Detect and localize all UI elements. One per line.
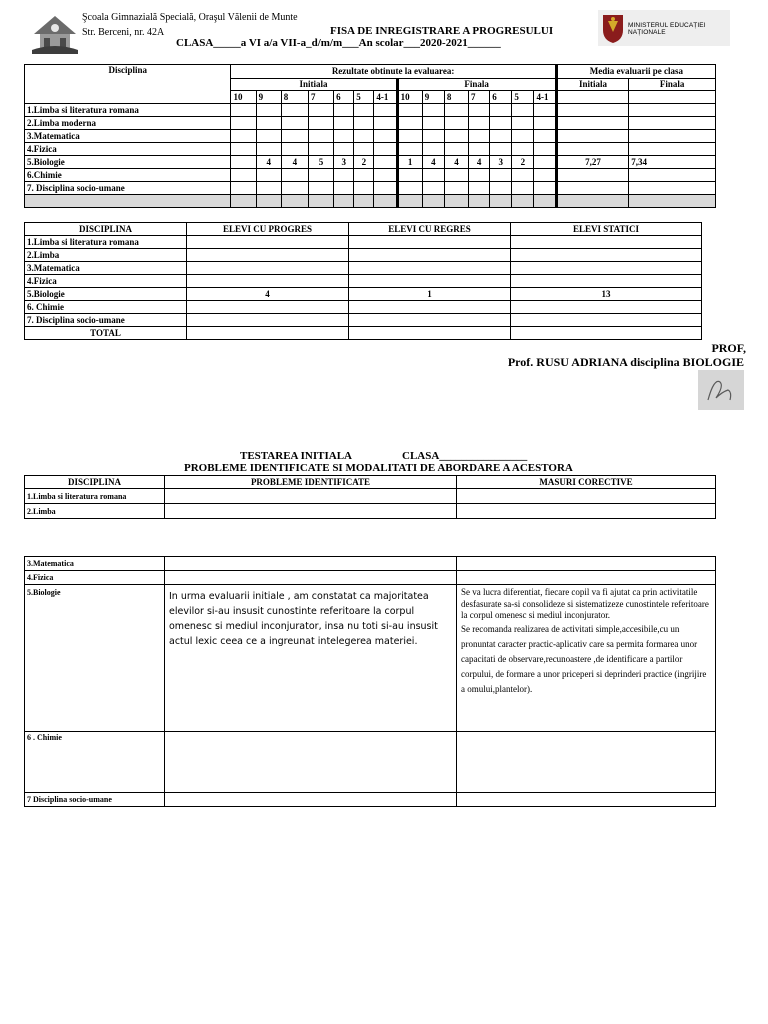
- table-cell: [165, 504, 457, 519]
- table-cell: [165, 793, 457, 807]
- static-cell: [511, 275, 702, 288]
- table-cell: [308, 195, 333, 208]
- final-count-cell: [512, 143, 534, 156]
- final-count-cell: [534, 156, 556, 169]
- static-cell: 13: [511, 288, 702, 301]
- problems-table-top: [24, 475, 716, 519]
- row-label: 6. Chimie: [25, 301, 187, 314]
- final-count-cell: [512, 182, 534, 195]
- header-static: ELEVI STATICI: [511, 223, 702, 236]
- table-cell: [457, 732, 716, 793]
- row-label: 3.Matematica: [25, 262, 187, 275]
- problems-cell: [165, 585, 457, 732]
- initial-count-cell: [334, 169, 354, 182]
- avg-final-cell: [629, 143, 716, 156]
- final-count-cell: 4: [469, 156, 490, 169]
- school-address: Str. Berceni, nr. 42A: [82, 27, 165, 38]
- initial-count-cell: [334, 143, 354, 156]
- grade-header: 7: [469, 91, 490, 104]
- final-count-cell: [397, 117, 422, 130]
- avg-final-cell: [629, 104, 716, 117]
- final-count-cell: [512, 169, 534, 182]
- initial-count-cell: [281, 117, 308, 130]
- final-count-cell: [422, 182, 444, 195]
- final-count-cell: [534, 104, 556, 117]
- avg-initial-cell: [556, 130, 629, 143]
- avg-cell: [629, 91, 716, 104]
- table-cell: [281, 195, 308, 208]
- final-count-cell: [512, 117, 534, 130]
- header-discipline: DISCIPLINA: [25, 223, 187, 236]
- final-count-cell: [512, 130, 534, 143]
- initial-count-cell: [334, 182, 354, 195]
- grade-header: 4-1: [534, 91, 556, 104]
- ministry-name: MINISTERUL EDUCAȚIEI NAȚIONALE: [628, 22, 706, 36]
- progress-cell: [187, 236, 349, 249]
- header-measures: MASURI CORECTIVE: [457, 476, 716, 489]
- initial-count-cell: [231, 143, 256, 156]
- initial-count-cell: [354, 104, 374, 117]
- initial-count-cell: [281, 169, 308, 182]
- avg-initial-cell: 7,27: [556, 156, 629, 169]
- progress-body: [25, 236, 702, 327]
- initial-count-cell: [231, 104, 256, 117]
- initial-count-cell: [256, 117, 281, 130]
- problems-table-bottom: [24, 556, 716, 807]
- row-label: 2.Limba: [25, 504, 165, 519]
- final-count-cell: [469, 104, 490, 117]
- table-cell: [457, 557, 716, 571]
- row-label: 3.Matematica: [25, 557, 165, 571]
- initial-count-cell: [281, 104, 308, 117]
- initial-count-cell: [281, 130, 308, 143]
- row-label: 7. Disciplina socio-umane: [25, 314, 187, 327]
- table-row: [25, 117, 716, 130]
- final-count-cell: [397, 169, 422, 182]
- initial-count-cell: [308, 143, 333, 156]
- biology-problems-text: In urma evaluarii initiale , am constatat ca majoritatea elevilor si-au insusit cunostinte referitoare la corpul omenesc si mediul inconjurator, insa nu toti si-au insusit actul lexic ceea ce a ingreunat intelegerea materiei.: [169, 591, 438, 647]
- initial-count-cell: [374, 130, 397, 143]
- table-cell: [490, 195, 512, 208]
- regress-cell: [349, 262, 511, 275]
- table-row: [25, 182, 716, 195]
- initial-count-cell: [308, 169, 333, 182]
- final-count-cell: [490, 143, 512, 156]
- grade-header: 9: [422, 91, 444, 104]
- final-count-cell: [422, 117, 444, 130]
- initial-count-cell: [281, 182, 308, 195]
- table-row: [25, 143, 716, 156]
- results-table: [24, 64, 716, 208]
- initial-count-cell: [231, 169, 256, 182]
- prof-name: Prof. RUSU ADRIANA disciplina BIOLOGIE: [507, 355, 744, 369]
- initial-count-cell: [354, 117, 374, 130]
- initial-count-cell: [256, 143, 281, 156]
- table-cell: [511, 327, 702, 340]
- table-cell: [334, 195, 354, 208]
- results-body: [25, 104, 716, 208]
- table-cell: [469, 195, 490, 208]
- final-count-cell: [397, 130, 422, 143]
- grade-header: 5: [354, 91, 374, 104]
- final-count-cell: [397, 104, 422, 117]
- initial-count-cell: [256, 130, 281, 143]
- table-row: [25, 314, 702, 327]
- initial-count-cell: [334, 104, 354, 117]
- regress-cell: [349, 249, 511, 262]
- row-label: 4.Fizica: [25, 143, 231, 156]
- row-label: 1.Limba si literatura romana: [25, 489, 165, 504]
- prof-label: PROF,: [711, 341, 746, 355]
- initial-count-cell: [374, 156, 397, 169]
- table-cell: [374, 195, 397, 208]
- final-count-cell: 4: [422, 156, 444, 169]
- initial-count-cell: [334, 130, 354, 143]
- avg-initial-cell: [556, 104, 629, 117]
- table-cell: [165, 489, 457, 504]
- header-avg-initial: Initiala: [556, 79, 629, 91]
- table-cell: [256, 195, 281, 208]
- final-count-cell: [534, 117, 556, 130]
- final-count-cell: [534, 130, 556, 143]
- biology-measures-text-2: Se recomanda realizarea de activitati simple,accesibile,cu un pronuntat caracter practic-aplicativ care sa permita formarea unor capacitati de observare,recunoastere ,de identificare a partilor corpului, de formare a unor priceperi si deprinderi practice (ingrijire a omului,plantelor).: [461, 623, 707, 694]
- ministry-logo: [598, 10, 730, 46]
- header-progress: ELEVI CU PROGRES: [187, 223, 349, 236]
- row-label: 4.Fizica: [25, 571, 165, 585]
- school-name: Şcoala Gimnazială Specială, Oraşul Vălenii de Munte: [82, 12, 298, 23]
- row-label: 1.Limba si literatura romana: [25, 104, 231, 117]
- table-cell: [25, 195, 231, 208]
- final-count-cell: 3: [490, 156, 512, 169]
- header-regress: ELEVI CU REGRES: [349, 223, 511, 236]
- avg-initial-cell: [556, 117, 629, 130]
- final-count-cell: [490, 104, 512, 117]
- row-label: 5.Biologie: [25, 585, 165, 732]
- initial-count-cell: [354, 130, 374, 143]
- row-label: 1.Limba si literatura romana: [25, 236, 187, 249]
- table-row: [25, 169, 716, 182]
- table-row: [25, 301, 702, 314]
- row-label: 7 Disciplina socio-umane: [25, 793, 165, 807]
- initial-count-cell: [374, 169, 397, 182]
- final-count-cell: [444, 130, 468, 143]
- table-cell: [457, 489, 716, 504]
- testing-subtitle: PROBLEME IDENTIFICATE SI MODALITATI DE ABORDARE A ACESTORA: [184, 462, 573, 474]
- initial-count-cell: 5: [308, 156, 333, 169]
- initial-count-cell: [374, 117, 397, 130]
- progress-cell: [187, 314, 349, 327]
- progress-cell: [187, 275, 349, 288]
- final-count-cell: [490, 182, 512, 195]
- form-title: FISA DE INREGISTRARE A PROGRESULUI: [330, 25, 554, 37]
- row-label: 6 . Chimie: [25, 732, 165, 793]
- class-line: CLASA_____a VI a/a VII-a_d/m/m___An scolar___2020-2021______: [176, 37, 501, 49]
- initial-count-cell: [308, 130, 333, 143]
- coat-of-arms-icon: [600, 12, 626, 44]
- table-cell: [349, 327, 511, 340]
- row-label: 6.Chimie: [25, 169, 231, 182]
- final-count-cell: [444, 169, 468, 182]
- header-results: Rezultate obtinute la evaluarea:: [231, 65, 556, 79]
- final-count-cell: [534, 182, 556, 195]
- grade-header: 10: [397, 91, 422, 104]
- total-label: TOTAL: [25, 327, 187, 340]
- testing-class: CLASA________________: [402, 450, 528, 462]
- final-count-cell: [512, 104, 534, 117]
- regress-cell: [349, 301, 511, 314]
- table-row: [25, 236, 702, 249]
- static-cell: [511, 236, 702, 249]
- table-cell: [165, 732, 457, 793]
- table-row: [25, 130, 716, 143]
- initial-count-cell: [231, 130, 256, 143]
- table-row: [25, 288, 702, 301]
- initial-count-cell: [354, 143, 374, 156]
- grade-header: 9: [256, 91, 281, 104]
- final-count-cell: [444, 104, 468, 117]
- row-label: 3.Matematica: [25, 130, 231, 143]
- table-cell: [354, 195, 374, 208]
- table-row: [25, 156, 716, 169]
- final-count-cell: [422, 104, 444, 117]
- final-count-cell: [469, 117, 490, 130]
- final-count-cell: [469, 182, 490, 195]
- final-count-cell: [469, 130, 490, 143]
- final-count-cell: [397, 182, 422, 195]
- row-label: 5.Biologie: [25, 288, 187, 301]
- final-count-cell: [422, 130, 444, 143]
- avg-initial-cell: [556, 182, 629, 195]
- initial-count-cell: [354, 182, 374, 195]
- avg-final-cell: [629, 130, 716, 143]
- school-logo: [30, 12, 80, 54]
- table-cell: [534, 195, 556, 208]
- progress-cell: [187, 249, 349, 262]
- final-count-cell: [444, 117, 468, 130]
- grade-header: 8: [281, 91, 308, 104]
- table-row: [25, 249, 702, 262]
- table-row: [25, 275, 702, 288]
- final-count-cell: [490, 130, 512, 143]
- measures-cell: [457, 585, 716, 732]
- final-count-cell: [490, 117, 512, 130]
- header-avg-final: Finala: [629, 79, 716, 91]
- final-count-cell: [444, 182, 468, 195]
- header-discipline: Disciplina: [25, 65, 231, 104]
- grade-header: 7: [308, 91, 333, 104]
- regress-cell: [349, 314, 511, 327]
- table-cell: [457, 571, 716, 585]
- progress-cell: 4: [187, 288, 349, 301]
- table-cell: [457, 793, 716, 807]
- testing-title: TESTAREA INITIALA: [240, 450, 352, 462]
- initial-count-cell: [308, 117, 333, 130]
- row-label: 4.Fizica: [25, 275, 187, 288]
- initial-count-cell: [374, 182, 397, 195]
- avg-initial-cell: [556, 143, 629, 156]
- table-cell: [422, 195, 444, 208]
- grade-header: 6: [490, 91, 512, 104]
- grade-header: 8: [444, 91, 468, 104]
- header-discipline: DISCIPLINA: [25, 476, 165, 489]
- avg-final-cell: [629, 117, 716, 130]
- table-row: [25, 262, 702, 275]
- final-count-cell: [397, 143, 422, 156]
- avg-initial-cell: [556, 169, 629, 182]
- initial-count-cell: [256, 169, 281, 182]
- final-count-cell: [534, 169, 556, 182]
- initial-count-cell: 4: [281, 156, 308, 169]
- initial-count-cell: [374, 104, 397, 117]
- initial-count-cell: [308, 182, 333, 195]
- final-count-cell: 2: [512, 156, 534, 169]
- regress-cell: [349, 236, 511, 249]
- signature-image: [698, 370, 744, 410]
- avg-final-cell: 7,34: [629, 156, 716, 169]
- table-cell: [556, 195, 629, 208]
- header-problems: PROBLEME IDENTIFICATE: [165, 476, 457, 489]
- table-cell: [629, 195, 716, 208]
- row-label: 2.Limba: [25, 249, 187, 262]
- row-label: 2.Limba moderna: [25, 117, 231, 130]
- static-cell: [511, 301, 702, 314]
- initial-count-cell: [256, 104, 281, 117]
- avg-final-cell: [629, 182, 716, 195]
- grade-header: 6: [334, 91, 354, 104]
- grade-header: 4-1: [374, 91, 397, 104]
- regress-cell: [349, 275, 511, 288]
- final-count-cell: [444, 143, 468, 156]
- grade-header: 5: [512, 91, 534, 104]
- progress-table: [24, 222, 702, 340]
- biology-measures-text-1: Se va lucra diferentiat, fiecare copil va fi ajutat ca prin activitatile desfasurate sa-si consolideze si sistematizeze cunostintele referitoare la corpul omenesc si mediul inconjurator.: [461, 587, 709, 620]
- table-cell: [231, 195, 256, 208]
- header-initial: Initiala: [231, 79, 397, 91]
- table-cell: [512, 195, 534, 208]
- final-count-cell: 1: [397, 156, 422, 169]
- final-count-cell: [422, 169, 444, 182]
- initial-count-cell: [308, 104, 333, 117]
- initial-count-cell: [231, 117, 256, 130]
- final-count-cell: [469, 169, 490, 182]
- row-label: 7. Disciplina socio-umane: [25, 182, 231, 195]
- table-cell: [187, 327, 349, 340]
- empty-row: [25, 195, 716, 208]
- final-count-cell: [422, 143, 444, 156]
- avg-cell: [556, 91, 629, 104]
- final-count-cell: [469, 143, 490, 156]
- grade-header: 10: [231, 91, 256, 104]
- table-row: [25, 104, 716, 117]
- header-average: Media evaluarii pe clasa: [556, 65, 715, 79]
- table-cell: [457, 504, 716, 519]
- header-final: Finala: [397, 79, 556, 91]
- table-cell: [165, 571, 457, 585]
- final-count-cell: [534, 143, 556, 156]
- initial-count-cell: [231, 156, 256, 169]
- initial-count-cell: 4: [256, 156, 281, 169]
- regress-cell: 1: [349, 288, 511, 301]
- progress-cell: [187, 301, 349, 314]
- table-cell: [165, 557, 457, 571]
- initial-count-cell: [256, 182, 281, 195]
- initial-count-cell: [354, 169, 374, 182]
- final-count-cell: [490, 169, 512, 182]
- initial-count-cell: 2: [354, 156, 374, 169]
- initial-count-cell: 3: [334, 156, 354, 169]
- final-count-cell: 4: [444, 156, 468, 169]
- table-cell: [397, 195, 422, 208]
- avg-final-cell: [629, 169, 716, 182]
- table-cell: [444, 195, 468, 208]
- progress-cell: [187, 262, 349, 275]
- initial-count-cell: [231, 182, 256, 195]
- row-label: 5.Biologie: [25, 156, 231, 169]
- static-cell: [511, 314, 702, 327]
- initial-count-cell: [374, 143, 397, 156]
- initial-count-cell: [334, 117, 354, 130]
- initial-count-cell: [281, 143, 308, 156]
- static-cell: [511, 262, 702, 275]
- static-cell: [511, 249, 702, 262]
